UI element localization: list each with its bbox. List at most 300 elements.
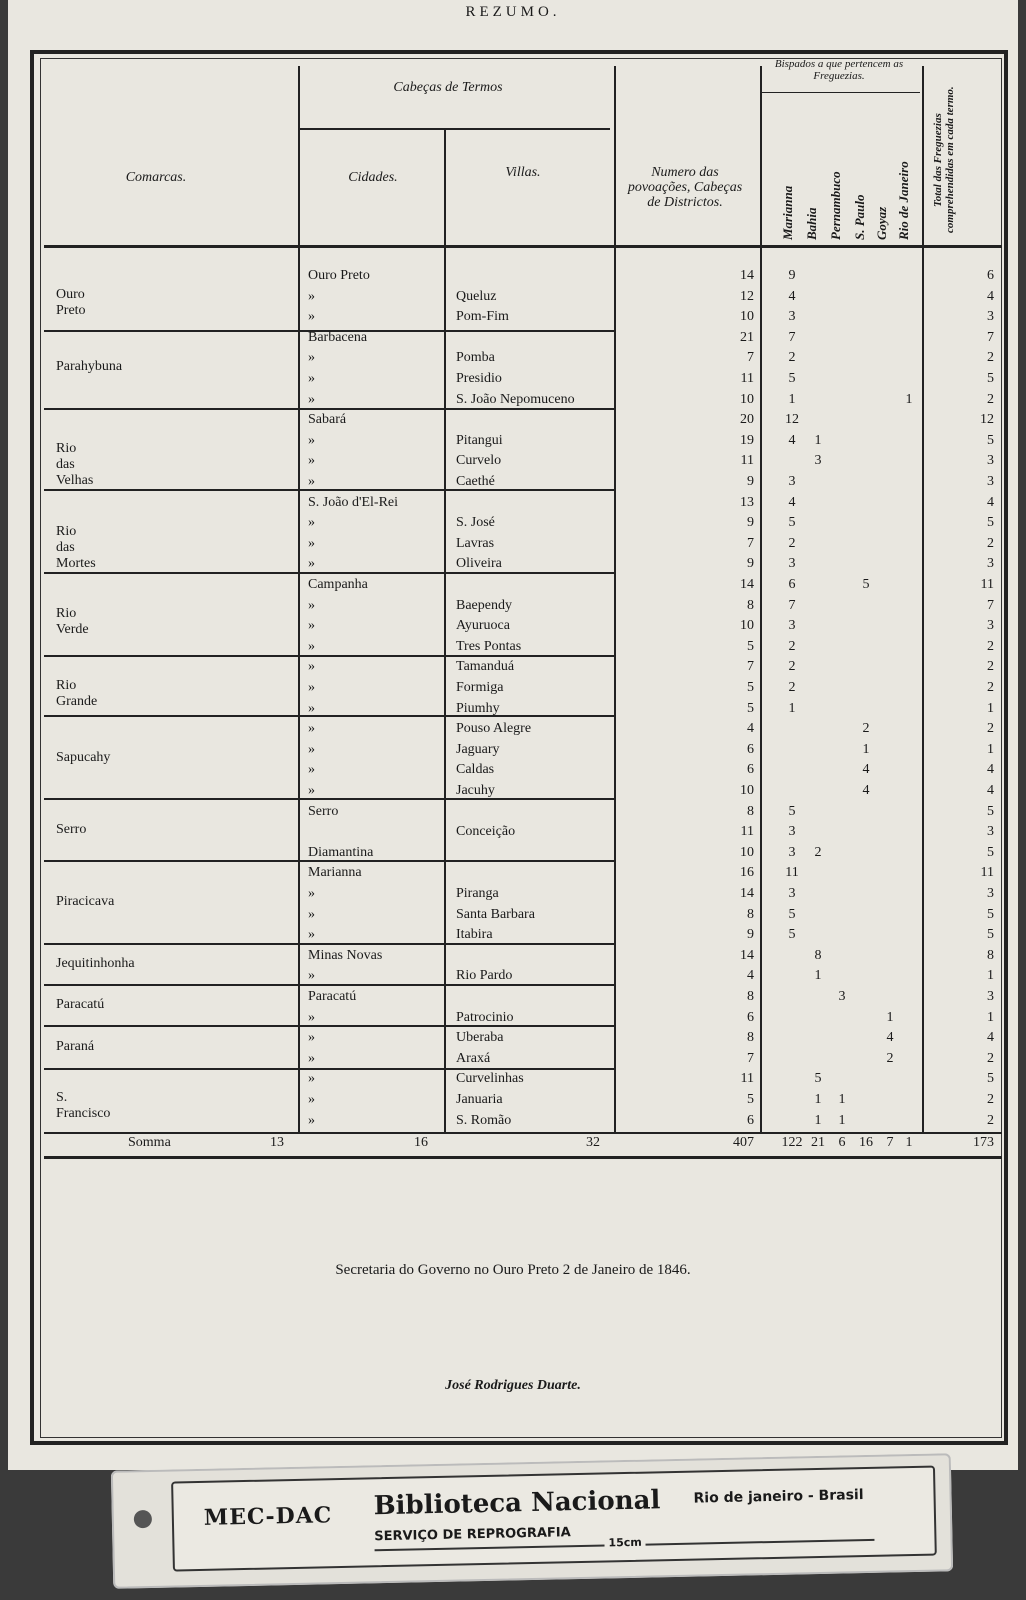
total-cell: 5 [987, 1071, 994, 1087]
villa-cell: Curvelo [456, 453, 502, 469]
total-cell: 2 [987, 350, 994, 366]
cidade-cell: » [308, 968, 315, 984]
cidade-cell: » [308, 432, 315, 448]
header-pernambuco: Pernambuco [828, 171, 843, 240]
numero-cell: 8 [747, 803, 754, 819]
comarca-label: Paracatú [56, 997, 105, 1013]
table-row [8, 863, 1018, 882]
villa-cell: Araxá [456, 1050, 491, 1066]
cidade-cell: » [308, 700, 315, 716]
total-cell: 2 [987, 638, 994, 654]
bahia-cell: 1 [814, 968, 822, 984]
numero-cell: 6 [747, 1009, 754, 1025]
villa-cell: Formiga [456, 680, 504, 695]
cidade-cell: Campanha [308, 577, 368, 592]
table-row [8, 534, 1018, 553]
soma-bahia: 21 [811, 1135, 825, 1150]
table-row [8, 431, 1018, 450]
rule-header-bottom [44, 245, 1002, 248]
soma-marianna: 122 [781, 1135, 803, 1150]
numero-cell: 10 [740, 309, 754, 325]
total-cell: 11 [980, 865, 994, 881]
table-row [8, 554, 1018, 573]
numero-cell: 6 [747, 762, 754, 778]
cidade-cell: » [308, 1092, 315, 1107]
page-heading: REZUMO. [465, 4, 561, 20]
document-page [8, 0, 1018, 1470]
marianna-cell: 3 [788, 886, 796, 901]
marianna-cell: 7 [788, 597, 796, 613]
comarca-label: S. Francisco [56, 1090, 111, 1121]
cidade-cell: Serro [308, 803, 339, 819]
signature: José Rodrigues Duarte. [445, 1378, 581, 1393]
table-row [8, 657, 1018, 676]
numero-cell: 11 [740, 453, 754, 469]
table-row [8, 987, 1018, 1006]
cidade-cell: » [308, 659, 315, 675]
marianna-cell: 3 [788, 618, 796, 634]
numero-cell: 4 [747, 968, 754, 984]
soma-s-paulo: 16 [859, 1135, 873, 1150]
library-stamp [111, 1453, 953, 1589]
villa-cell: Presidio [456, 371, 502, 386]
table-row [8, 1008, 1018, 1027]
table-row [8, 699, 1018, 718]
cidade-cell: » [308, 680, 315, 695]
villa-cell: Jaguary [456, 741, 500, 757]
total-cell: 8 [987, 947, 994, 963]
numero-cell: 11 [740, 824, 754, 840]
villa-cell: S. João Nepomuceno [456, 391, 575, 407]
villa-cell: Oliveira [456, 556, 502, 572]
marianna-cell: 4 [788, 432, 796, 448]
stamp-box [171, 1466, 937, 1572]
numero-cell: 5 [747, 700, 754, 716]
villa-cell: Tamanduá [456, 659, 515, 675]
villa-cell: Baependy [456, 597, 512, 613]
marianna-cell: 6 [788, 577, 796, 592]
numero-cell: 10 [740, 391, 754, 407]
bahia-cell: 1 [814, 1092, 822, 1107]
table-row [8, 390, 1018, 409]
table-row [8, 1111, 1018, 1130]
table-row [8, 596, 1018, 615]
total-cell: 4 [987, 494, 994, 510]
bahia-cell: 5 [814, 1071, 822, 1087]
cidade-cell: Sabará [308, 412, 347, 428]
cidade-cell: » [308, 597, 315, 613]
goyaz-cell: 1 [886, 1009, 894, 1025]
table-row [8, 1069, 1018, 1088]
total-cell: 4 [987, 762, 994, 778]
table-row [8, 760, 1018, 779]
numero-cell: 9 [747, 927, 754, 943]
table-row [8, 616, 1018, 635]
total-cell: 5 [987, 803, 994, 819]
marianna-cell: 3 [788, 556, 796, 572]
comarca-label: Rio Grande [56, 678, 98, 709]
villa-cell: Uberaba [456, 1030, 504, 1046]
comarca-label: Rio das Mortes [56, 523, 96, 571]
marianna-cell: 11 [785, 865, 799, 881]
numero-cell: 5 [747, 680, 754, 695]
total-cell: 2 [987, 535, 994, 551]
soma-villas: 32 [586, 1135, 600, 1150]
villa-cell: Tres Pontas [456, 638, 522, 654]
bahia-cell: 3 [814, 453, 822, 469]
soma-pernambuco: 6 [838, 1135, 846, 1150]
numero-cell: 8 [747, 989, 754, 1004]
s-paulo-cell: 2 [862, 721, 870, 737]
marianna-cell: 2 [788, 638, 796, 654]
bahia-cell: 1 [814, 1112, 822, 1128]
comarca-label: Paraná [56, 1038, 95, 1054]
villa-cell: Itabira [456, 927, 493, 943]
total-cell: 7 [987, 329, 994, 345]
marianna-cell: 4 [788, 288, 796, 304]
header-cidades: Cidades. [348, 170, 398, 185]
marianna-cell: 2 [788, 680, 796, 695]
total-cell: 5 [987, 515, 994, 531]
table-row [8, 884, 1018, 903]
table-row [8, 905, 1018, 924]
table-row [8, 802, 1018, 821]
total-cell: 5 [987, 906, 994, 922]
villa-cell: S. Romão [456, 1112, 512, 1128]
total-cell: 1 [987, 741, 994, 757]
cidade-cell: » [308, 1071, 315, 1087]
total-cell: 6 [987, 268, 994, 283]
s-paulo-cell: 4 [862, 783, 870, 798]
cidade-cell: Ouro Preto [308, 268, 370, 283]
villa-cell: Piumhy [456, 700, 500, 716]
cidade-cell: » [308, 556, 315, 572]
header-comarcas: Comarcas. [125, 170, 187, 185]
numero-cell: 10 [740, 783, 754, 798]
comarca-label: Parahybuna [56, 358, 123, 374]
villa-cell: Piranga [456, 886, 499, 901]
comarca-label: Sapucahy [56, 750, 111, 766]
soma-label: Somma [128, 1135, 171, 1150]
cidade-cell: » [308, 453, 315, 469]
numero-cell: 8 [747, 906, 754, 922]
numero-cell: 11 [740, 371, 754, 386]
comarca-label: Piracicava [56, 894, 115, 910]
punch-hole [134, 1510, 152, 1528]
villa-cell: Lavras [456, 535, 495, 551]
numero-cell: 19 [740, 432, 754, 448]
table-row [8, 822, 1018, 841]
numero-cell: 7 [747, 535, 754, 551]
total-cell: 4 [987, 783, 994, 798]
rio-de-janeiro-cell: 1 [905, 391, 913, 407]
table-row [8, 946, 1018, 965]
numero-cell: 21 [740, 329, 754, 345]
cidade-cell: » [308, 535, 315, 551]
table-row [8, 451, 1018, 470]
villa-cell: Patrocinio [456, 1009, 514, 1025]
villa-cell: S. José [456, 515, 495, 531]
footer-line: Secretaria do Governo no Ouro Preto 2 de Janeiro de 1846. [335, 1262, 691, 1278]
total-cell: 3 [987, 886, 994, 901]
table-row [8, 472, 1018, 491]
table-row [8, 266, 1018, 285]
total-cell: 3 [987, 474, 994, 489]
villa-cell: Jacuhy [456, 783, 495, 798]
total-cell: 3 [987, 556, 994, 572]
cidade-cell: » [308, 288, 315, 304]
cidade-cell: » [308, 474, 315, 489]
marianna-cell: 2 [788, 535, 796, 551]
total-cell: 2 [987, 1092, 994, 1107]
total-cell: 2 [987, 680, 994, 695]
soma-num: 407 [733, 1135, 754, 1150]
cidade-cell: » [308, 1009, 315, 1025]
total-cell: 1 [987, 1009, 994, 1025]
numero-cell: 10 [740, 618, 754, 634]
rule-soma-bottom [44, 1156, 1002, 1159]
total-cell: 1 [987, 968, 994, 984]
stamp-library: Biblioteca Nacional [373, 1485, 661, 1522]
bahia-cell: 1 [814, 432, 822, 448]
table-row [8, 513, 1018, 532]
marianna-cell: 2 [788, 659, 796, 675]
numero-cell: 9 [747, 515, 754, 531]
marianna-cell: 5 [788, 515, 796, 531]
rule-cabecas [300, 128, 610, 130]
pernambuco-cell: 1 [838, 1092, 846, 1107]
pernambuco-cell: 1 [838, 1112, 846, 1128]
marianna-cell: 7 [788, 329, 796, 345]
total-cell: 5 [987, 844, 994, 860]
cidade-cell: Minas Novas [308, 947, 383, 963]
table-row [8, 410, 1018, 429]
pernambuco-cell: 3 [838, 989, 846, 1004]
header-bahia: Bahia [804, 207, 819, 240]
marianna-cell: 3 [788, 309, 796, 325]
soma-row [8, 1132, 1018, 1154]
table-row [8, 1090, 1018, 1109]
villa-cell: Curvelinhas [456, 1071, 524, 1087]
table-row [8, 493, 1018, 512]
rule-bispados [760, 92, 920, 93]
villa-cell: Caethé [456, 474, 495, 489]
total-cell: 3 [987, 453, 994, 469]
numero-cell: 10 [740, 844, 754, 860]
villa-cell: Conceição [456, 824, 516, 840]
cidade-cell: » [308, 350, 315, 366]
numero-cell: 8 [747, 597, 754, 613]
numero-cell: 11 [740, 1071, 754, 1087]
soma-rio: 1 [905, 1135, 913, 1150]
table-row [8, 925, 1018, 944]
numero-cell: 13 [740, 494, 754, 510]
numero-cell: 8 [747, 1030, 754, 1046]
total-cell: 4 [987, 1030, 994, 1046]
stamp-location: Rio de janeiro - Brasil [693, 1487, 864, 1507]
total-cell: 2 [987, 721, 994, 737]
marianna-cell: 3 [788, 474, 796, 489]
numero-cell: 14 [740, 268, 754, 283]
comarca-label: Jequitinhonha [56, 956, 135, 972]
table-row [8, 719, 1018, 738]
cidade-cell: » [308, 391, 315, 407]
cidade-cell: » [308, 906, 315, 922]
cidade-cell: » [308, 371, 315, 386]
cidade-cell: » [308, 762, 315, 778]
bahia-cell: 8 [814, 947, 822, 963]
comarca-label: Serro [56, 822, 87, 838]
stamp-scale-label: 15cm [604, 1536, 646, 1550]
numero-cell: 4 [747, 721, 754, 737]
villa-cell: Rio Pardo [456, 968, 513, 984]
total-cell: 5 [987, 432, 994, 448]
marianna-cell: 5 [788, 906, 796, 922]
cidade-cell: » [308, 741, 315, 757]
table-row [8, 1028, 1018, 1047]
marianna-cell: 5 [788, 803, 796, 819]
total-cell: 3 [987, 309, 994, 325]
marianna-cell: 5 [788, 371, 796, 386]
comarca-label: Rio das Velhas [56, 441, 94, 489]
header-total: Total das Freguezias comprehendidas em cada termo. [932, 86, 956, 234]
comarca-label: Rio Verde [56, 605, 89, 637]
cidade-cell: » [308, 1050, 315, 1066]
table-row [8, 678, 1018, 697]
marianna-cell: 4 [788, 494, 796, 510]
total-cell: 3 [987, 989, 994, 1004]
total-cell: 2 [987, 1112, 994, 1128]
soma-cidades: 16 [414, 1135, 428, 1150]
stamp-mec-dac: MEC-DAC [203, 1502, 333, 1531]
numero-cell: 6 [747, 1112, 754, 1128]
marianna-cell: 3 [788, 844, 796, 860]
numero-cell: 20 [740, 412, 754, 428]
table-row [8, 1049, 1018, 1068]
cidade-cell: » [308, 618, 315, 634]
villa-cell: Caldas [456, 762, 495, 778]
villa-cell: Queluz [456, 288, 497, 304]
table-row [8, 966, 1018, 985]
cidade-cell: » [308, 886, 315, 901]
table-row [8, 328, 1018, 347]
total-cell: 4 [987, 288, 994, 304]
villa-cell: Pitangui [456, 432, 503, 448]
numero-cell: 16 [740, 865, 754, 881]
villa-cell: Pouso Alegre [456, 721, 532, 737]
cidade-cell: Paracatú [308, 989, 357, 1004]
s-paulo-cell: 5 [862, 577, 870, 592]
total-cell: 12 [980, 412, 994, 428]
cidade-cell: » [308, 721, 315, 737]
marianna-cell: 2 [788, 350, 796, 366]
marianna-cell: 9 [788, 268, 796, 283]
header-marianna: Marianna [780, 185, 795, 240]
numero-cell: 9 [747, 556, 754, 572]
total-cell: 2 [987, 659, 994, 675]
marianna-cell: 3 [788, 824, 796, 840]
table-row [8, 575, 1018, 594]
numero-cell: 5 [747, 1092, 754, 1107]
s-paulo-cell: 4 [862, 762, 870, 778]
marianna-cell: 1 [788, 391, 796, 407]
villa-cell: Januaria [456, 1092, 503, 1107]
total-cell: 5 [987, 927, 994, 943]
total-cell: 1 [987, 700, 994, 716]
table-row [8, 740, 1018, 759]
numero-cell: 14 [740, 947, 754, 963]
cidade-cell: » [308, 927, 315, 943]
goyaz-cell: 4 [886, 1030, 894, 1046]
numero-cell: 14 [740, 886, 754, 901]
marianna-cell: 12 [785, 412, 799, 428]
numero-cell: 7 [747, 350, 754, 366]
soma-total: 173 [973, 1135, 994, 1150]
marianna-cell: 1 [788, 700, 796, 716]
table-row [8, 637, 1018, 656]
cidade-cell: Marianna [308, 865, 362, 881]
cidade-cell: » [308, 309, 315, 325]
villa-cell: Santa Barbara [456, 906, 535, 922]
table-row [8, 287, 1018, 306]
numero-cell: 12 [740, 288, 754, 304]
numero-cell: 6 [747, 741, 754, 757]
cidade-cell: » [308, 1030, 315, 1046]
total-cell: 3 [987, 824, 994, 840]
soma-goyaz: 7 [886, 1135, 894, 1150]
header-bispados: Bispados a que pertencem as Freguezias. [774, 58, 904, 82]
table-row [8, 307, 1018, 326]
numero-cell: 7 [747, 1050, 754, 1066]
numero-cell: 14 [740, 577, 754, 592]
table-row [8, 843, 1018, 862]
villa-cell: Ayuruoca [456, 618, 510, 634]
header-villas: Villas. [505, 165, 541, 180]
cidade-cell: » [308, 638, 315, 654]
header-rio-de-janeiro: Rio de Janeiro [896, 161, 911, 240]
marianna-cell: 5 [788, 927, 796, 943]
total-cell: 11 [980, 577, 994, 592]
s-paulo-cell: 1 [862, 741, 870, 757]
total-cell: 5 [987, 371, 994, 386]
total-cell: 3 [987, 618, 994, 634]
goyaz-cell: 2 [886, 1050, 894, 1066]
header-s-paulo: S. Paulo [852, 194, 867, 240]
soma-comarcas: 13 [270, 1135, 284, 1150]
total-cell: 2 [987, 391, 994, 407]
cidade-cell: » [308, 783, 315, 798]
villa-cell: Pomba [456, 350, 495, 366]
numero-cell: 9 [747, 474, 754, 489]
cidade-cell: S. João d'El-Rei [308, 494, 399, 510]
numero-cell: 7 [747, 659, 754, 675]
header-numero: Numero das povoações, Cabeças de Districtos. [627, 165, 743, 210]
header-goyaz: Goyaz [874, 206, 889, 240]
cidade-cell: Diamantina [308, 844, 374, 860]
cidade-cell: » [308, 1112, 315, 1128]
bahia-cell: 2 [814, 844, 822, 860]
villa-cell: Pom-Fim [456, 309, 509, 325]
stamp-service: SERVIÇO DE REPROGRAFIA [374, 1525, 571, 1545]
table-row [8, 781, 1018, 800]
cidade-cell: » [308, 515, 315, 531]
total-cell: 7 [987, 597, 994, 613]
comarca-label: Ouro Preto [56, 286, 86, 318]
numero-cell: 5 [747, 638, 754, 654]
table-row [8, 369, 1018, 388]
header-cabecas: Cabeças de Termos [393, 80, 503, 95]
total-cell: 2 [987, 1050, 994, 1066]
